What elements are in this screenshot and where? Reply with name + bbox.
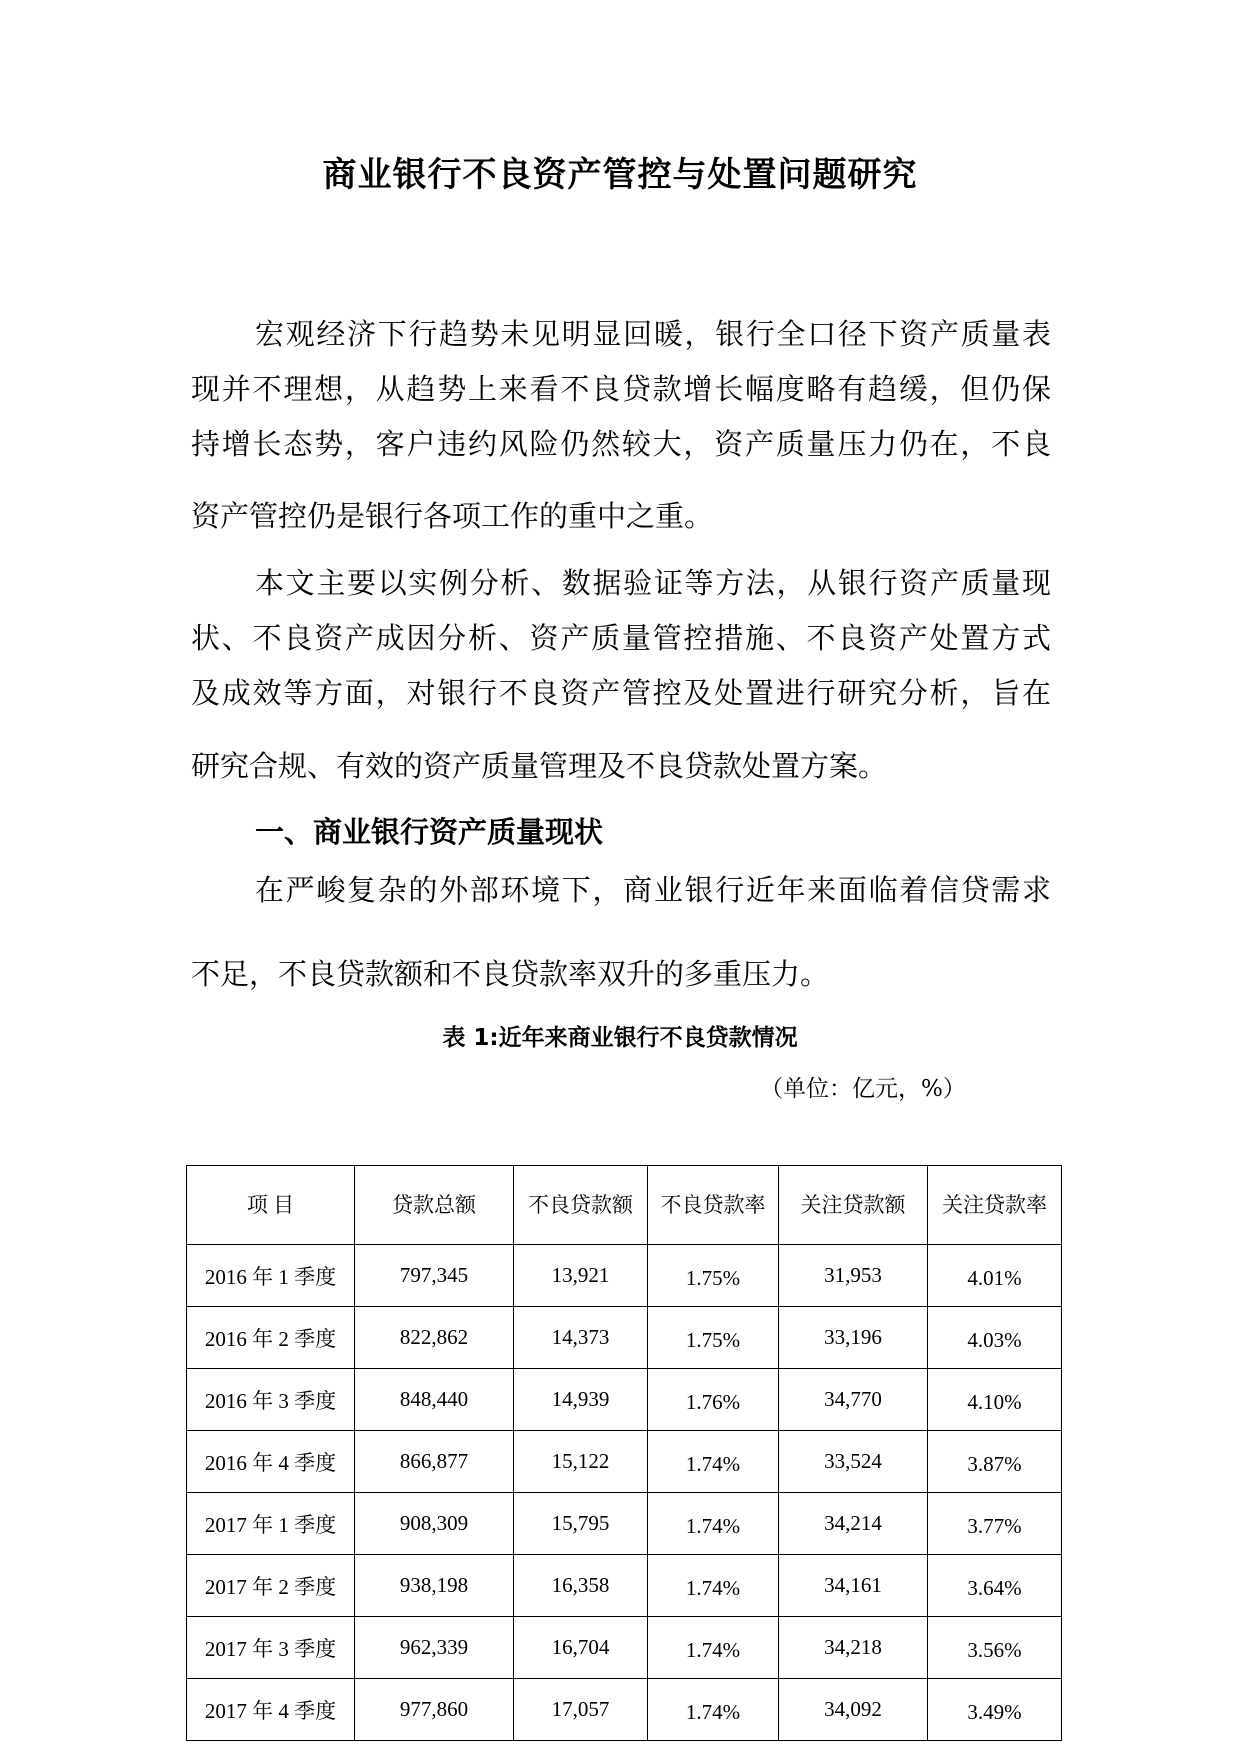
cell-special-mention-amount: 31,953 — [779, 1245, 928, 1307]
table-body — [187, 1245, 1062, 1741]
cell-special-mention-rate — [928, 1617, 1062, 1679]
cell-total-loans: 866,877 — [355, 1431, 514, 1493]
cell-total-loans: 962,339 — [355, 1617, 514, 1679]
header-npl-rate: 不良贷款率 — [648, 1166, 779, 1245]
cell-npl-rate-value: 1.75% — [685, 1328, 741, 1352]
page-title: 商业银行不良资产管控与处置问题研究 — [322, 155, 918, 195]
paragraph-1-line-4: 资产管控仍是银行各项工作的重中之重。 — [191, 499, 714, 533]
cell-special-mention-amount: 34,161 — [779, 1555, 928, 1617]
cell-special-mention-rate-value: 3.77% — [967, 1514, 1022, 1538]
paragraph-2-line-1: 本文主要以实例分析、数据验证等方法，从银行资产质量现 — [255, 566, 1051, 600]
paragraph-2-line-4: 研究合规、有效的资产质量管理及不良贷款处置方案。 — [191, 749, 888, 783]
table-header — [187, 1166, 1062, 1245]
cell-npl-rate — [648, 1679, 779, 1741]
cell-special-mention-rate-value: 3.87% — [967, 1452, 1022, 1476]
paragraph-1-line-2: 现并不理想，从趋势上来看不良贷款增长幅度略有趋缓，但仍保 — [191, 372, 1051, 406]
cell-npl-rate — [648, 1369, 779, 1431]
table-row — [187, 1307, 1062, 1369]
section-1-line-1: 在严峻复杂的外部环境下，商业银行近年来面临着信贷需求 — [255, 873, 1051, 907]
cell-special-mention-rate — [928, 1555, 1062, 1617]
table-row — [187, 1369, 1062, 1431]
cell-special-mention-amount: 34,770 — [779, 1369, 928, 1431]
table-header-row — [187, 1166, 1062, 1245]
cell-npl-amount: 14,939 — [514, 1369, 648, 1431]
header-item: 项 目 — [187, 1166, 355, 1245]
paragraph-1-line-3: 持增长态势，客户违约风险仍然较大，资产质量压力仍在，不良 — [191, 427, 1051, 461]
header-special-mention-amount: 关注贷款额 — [779, 1166, 928, 1245]
table-row — [187, 1431, 1062, 1493]
cell-period: 2017 年 2 季度 — [187, 1555, 355, 1617]
paragraph-2-line-2: 状、不良资产成因分析、资产质量管控措施、不良资产处置方式 — [191, 621, 1051, 655]
cell-npl-rate — [648, 1493, 779, 1555]
cell-special-mention-rate-value: 3.64% — [967, 1576, 1022, 1600]
header-special-mention-rate: 关注贷款率 — [928, 1166, 1062, 1245]
cell-npl-rate-value: 1.74% — [685, 1638, 741, 1662]
cell-npl-rate — [648, 1617, 779, 1679]
cell-npl-amount: 17,057 — [514, 1679, 648, 1741]
cell-npl-rate — [648, 1431, 779, 1493]
table-row — [187, 1679, 1062, 1741]
cell-period: 2016 年 2 季度 — [187, 1307, 355, 1369]
table-row — [187, 1617, 1062, 1679]
table-row — [187, 1555, 1062, 1617]
cell-special-mention-amount: 34,092 — [779, 1679, 928, 1741]
cell-npl-rate-value: 1.74% — [685, 1452, 741, 1476]
cell-special-mention-rate — [928, 1369, 1062, 1431]
cell-npl-amount: 16,358 — [514, 1555, 648, 1617]
cell-total-loans: 797,345 — [355, 1245, 514, 1307]
cell-special-mention-rate-value: 4.01% — [967, 1266, 1022, 1290]
table-row — [187, 1245, 1062, 1307]
cell-total-loans: 938,198 — [355, 1555, 514, 1617]
cell-npl-rate — [648, 1245, 779, 1307]
cell-npl-rate — [648, 1555, 779, 1617]
cell-npl-rate — [648, 1307, 779, 1369]
cell-npl-amount: 14,373 — [514, 1307, 648, 1369]
cell-npl-amount: 15,795 — [514, 1493, 648, 1555]
cell-npl-amount: 15,122 — [514, 1431, 648, 1493]
table-row — [187, 1493, 1062, 1555]
cell-special-mention-rate — [928, 1245, 1062, 1307]
cell-period: 2016 年 4 季度 — [187, 1431, 355, 1493]
cell-period: 2016 年 1 季度 — [187, 1245, 355, 1307]
cell-period: 2017 年 4 季度 — [187, 1679, 355, 1741]
cell-total-loans: 908,309 — [355, 1493, 514, 1555]
cell-total-loans: 822,862 — [355, 1307, 514, 1369]
cell-special-mention-amount: 34,214 — [779, 1493, 928, 1555]
table-unit: （单位：亿元，%） — [760, 1076, 966, 1102]
cell-total-loans: 977,860 — [355, 1679, 514, 1741]
cell-period: 2016 年 3 季度 — [187, 1369, 355, 1431]
cell-npl-rate-value: 1.75% — [685, 1266, 741, 1290]
paragraph-2-line-3: 及成效等方面，对银行不良资产管控及处置进行研究分析，旨在 — [191, 676, 1051, 710]
header-total-loans: 贷款总额 — [355, 1166, 514, 1245]
table-title: 表 1:近年来商业银行不良贷款情况 — [442, 1025, 798, 1051]
cell-period: 2017 年 1 季度 — [187, 1493, 355, 1555]
header-npl-amount: 不良贷款额 — [514, 1166, 648, 1245]
cell-npl-rate-value: 1.74% — [685, 1576, 741, 1600]
section-1-line-2: 不足，不良贷款额和不良贷款率双升的多重压力。 — [191, 957, 830, 991]
cell-special-mention-rate — [928, 1431, 1062, 1493]
loan-table — [186, 1165, 1062, 1741]
cell-special-mention-rate-value: 4.03% — [967, 1328, 1022, 1352]
cell-special-mention-amount: 33,524 — [779, 1431, 928, 1493]
cell-period: 2017 年 3 季度 — [187, 1617, 355, 1679]
cell-npl-amount: 16,704 — [514, 1617, 648, 1679]
cell-npl-amount: 13,921 — [514, 1245, 648, 1307]
cell-npl-rate-value: 1.74% — [685, 1514, 741, 1538]
section-heading: 一、商业银行资产质量现状 — [255, 815, 604, 849]
cell-special-mention-rate — [928, 1493, 1062, 1555]
cell-total-loans: 848,440 — [355, 1369, 514, 1431]
cell-special-mention-rate — [928, 1679, 1062, 1741]
cell-special-mention-rate-value: 4.10% — [967, 1390, 1022, 1414]
cell-special-mention-amount: 33,196 — [779, 1307, 928, 1369]
cell-special-mention-amount: 34,218 — [779, 1617, 928, 1679]
cell-special-mention-rate — [928, 1307, 1062, 1369]
cell-special-mention-rate-value: 3.49% — [967, 1700, 1022, 1724]
paragraph-1-line-1: 宏观经济下行趋势未见明显回暖，银行全口径下资产质量表 — [255, 317, 1051, 351]
cell-npl-rate-value: 1.74% — [685, 1700, 741, 1724]
cell-npl-rate-value: 1.76% — [685, 1390, 741, 1414]
cell-special-mention-rate-value: 3.56% — [967, 1638, 1022, 1662]
